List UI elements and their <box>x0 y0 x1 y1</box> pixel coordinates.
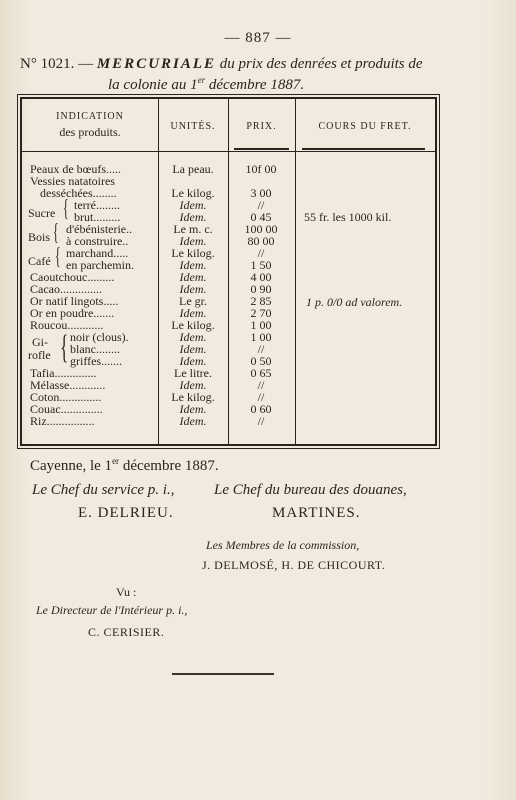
row-price: 80 00 <box>247 234 275 248</box>
commission-title: Les Membres de la commission, <box>206 538 360 552</box>
place-date-b: décembre 1887. <box>119 458 219 474</box>
row-product: Couac.............. <box>30 402 103 416</box>
directeur-name: C. CERISIER. <box>88 625 165 639</box>
row-product: Coton.............. <box>30 390 102 404</box>
row-unit: Idem. <box>179 354 207 368</box>
row-price: 1 50 <box>250 258 272 272</box>
row-unit: Idem. <box>179 330 207 344</box>
row-price: 3 00 <box>250 186 272 200</box>
row-product: Vessies natatoires <box>30 174 115 188</box>
heading-title: MERCURIALE <box>96 56 217 72</box>
row-price: 1 00 <box>250 318 272 332</box>
row-product: Peaux de bœufs..... <box>30 162 121 176</box>
row-price: 0 60 <box>250 402 272 416</box>
row-price: 2 70 <box>250 306 272 320</box>
row-price: // <box>257 378 265 392</box>
closing-rule <box>172 673 274 675</box>
group-label-sucre: Sucre <box>28 206 56 220</box>
row-product: terré........ <box>74 198 120 212</box>
row-price: 0 45 <box>250 210 272 224</box>
brace-icon: { <box>60 329 69 366</box>
row-product: Or natif lingots..... <box>30 294 119 308</box>
row-price: 10f 00 <box>245 162 277 176</box>
place-date-sup: er <box>112 456 120 466</box>
row-price: 2 85 <box>250 294 272 308</box>
document-heading <box>20 56 423 73</box>
row-unit: Idem. <box>179 342 207 356</box>
row-price: // <box>257 390 265 404</box>
row-unit: Idem. <box>179 198 207 212</box>
commission-names: J. DELMOSÉ, H. DE CHICOURT. <box>202 558 386 572</box>
row-product: Caoutchouc......... <box>30 270 115 284</box>
heading-line2-sup: er <box>197 75 206 85</box>
place-date-a: Cayenne, le 1 <box>30 458 113 474</box>
row-unit: Idem. <box>179 234 207 248</box>
row-product: griffes....... <box>70 354 123 368</box>
fret-rule <box>302 148 425 150</box>
row-unit: Le kilog. <box>171 390 215 404</box>
heading-rest: du prix des denrées et produits de <box>219 56 423 72</box>
row-unit: Idem. <box>179 402 207 416</box>
header-fret: COURS DU FRET. <box>318 121 412 132</box>
directeur-title: Le Directeur de l'Intérieur p. i., <box>36 603 188 617</box>
prix-rule <box>234 148 289 150</box>
row-product: Cacao.............. <box>30 282 102 296</box>
table-row <box>22 415 435 427</box>
header-indication: INDICATION <box>56 111 124 122</box>
vu-label: Vu : <box>116 585 137 599</box>
row-unit: Le kilog. <box>171 318 215 332</box>
row-price: 1 00 <box>250 330 272 344</box>
row-product: Riz................ <box>30 414 95 428</box>
row-unit: Idem. <box>179 282 207 296</box>
heading-line2-a: la colonie au 1 <box>108 77 198 93</box>
place-date <box>30 456 219 475</box>
row-price: 0 65 <box>250 366 272 380</box>
row-unit: Idem. <box>179 270 207 284</box>
row-unit: Le kilog. <box>171 246 215 260</box>
row-price: 0 50 <box>250 354 272 368</box>
row-price: // <box>257 246 265 260</box>
row-product: Tafia.............. <box>30 366 97 380</box>
row-product: desséchées........ <box>40 186 117 200</box>
row-unit: Le kilog. <box>171 186 215 200</box>
row-product: en parchemin. <box>66 258 134 272</box>
row-unit: Idem. <box>179 210 207 224</box>
row-product: Or en poudre....... <box>30 306 115 320</box>
row-unit: Idem. <box>179 378 207 392</box>
row-unit: Idem. <box>179 258 207 272</box>
row-price: // <box>257 342 265 356</box>
group-label-bois: Bois <box>28 230 51 244</box>
row-product: Mélasse............ <box>30 378 106 392</box>
chef-service-title: Le Chef du service p. i., <box>32 482 175 498</box>
header-divider <box>22 151 435 152</box>
chef-service-name: E. DELRIEU. <box>78 505 174 521</box>
fret-or: 1 p. 0/0 ad valorem. <box>306 295 403 309</box>
row-product: à construire.. <box>66 234 129 248</box>
row-price: 100 00 <box>244 222 278 236</box>
row-unit: Le m. c. <box>173 222 213 236</box>
chef-douanes-name: MARTINES. <box>272 505 361 521</box>
header-prix: PRIX. <box>246 121 277 132</box>
brace-icon: { <box>54 244 61 270</box>
row-product: blanc........ <box>70 342 120 356</box>
row-product: noir (clous). <box>70 330 129 344</box>
row-price: // <box>257 414 265 428</box>
chef-douanes-title: Le Chef du bureau des douanes, <box>214 482 407 498</box>
row-price: 0 90 <box>250 282 272 296</box>
row-unit: Le litre. <box>174 366 212 380</box>
heading-line-2 <box>108 75 304 94</box>
brace-icon: { <box>52 220 59 246</box>
row-unit: Idem. <box>179 306 207 320</box>
row-unit: La peau. <box>172 162 214 176</box>
page-number: — 887 — <box>224 30 292 46</box>
header-unites: UNITÉS. <box>170 121 216 132</box>
row-product: brut......... <box>74 210 121 224</box>
row-price: // <box>257 198 265 212</box>
group-label-cafe: Café <box>28 254 51 268</box>
row-product: Roucou............ <box>30 318 104 332</box>
header-indication-2: des produits. <box>59 125 121 139</box>
row-product: marchand..... <box>66 246 129 260</box>
price-table <box>20 97 437 446</box>
row-product: d'ébénisterie.. <box>66 222 133 236</box>
brace-icon: { <box>62 196 69 222</box>
row-unit: Idem. <box>179 414 207 428</box>
row-price: 4 00 <box>250 270 272 284</box>
row-unit: Le gr. <box>179 294 207 308</box>
group-label-rofle: rofle <box>28 348 51 362</box>
fret-sucre: 55 fr. les 1000 kil. <box>304 210 392 224</box>
group-label-gi: Gi- <box>32 335 48 349</box>
heading-number: N° 1021. — <box>20 56 94 72</box>
heading-line2-b: décembre 1887. <box>205 77 305 93</box>
